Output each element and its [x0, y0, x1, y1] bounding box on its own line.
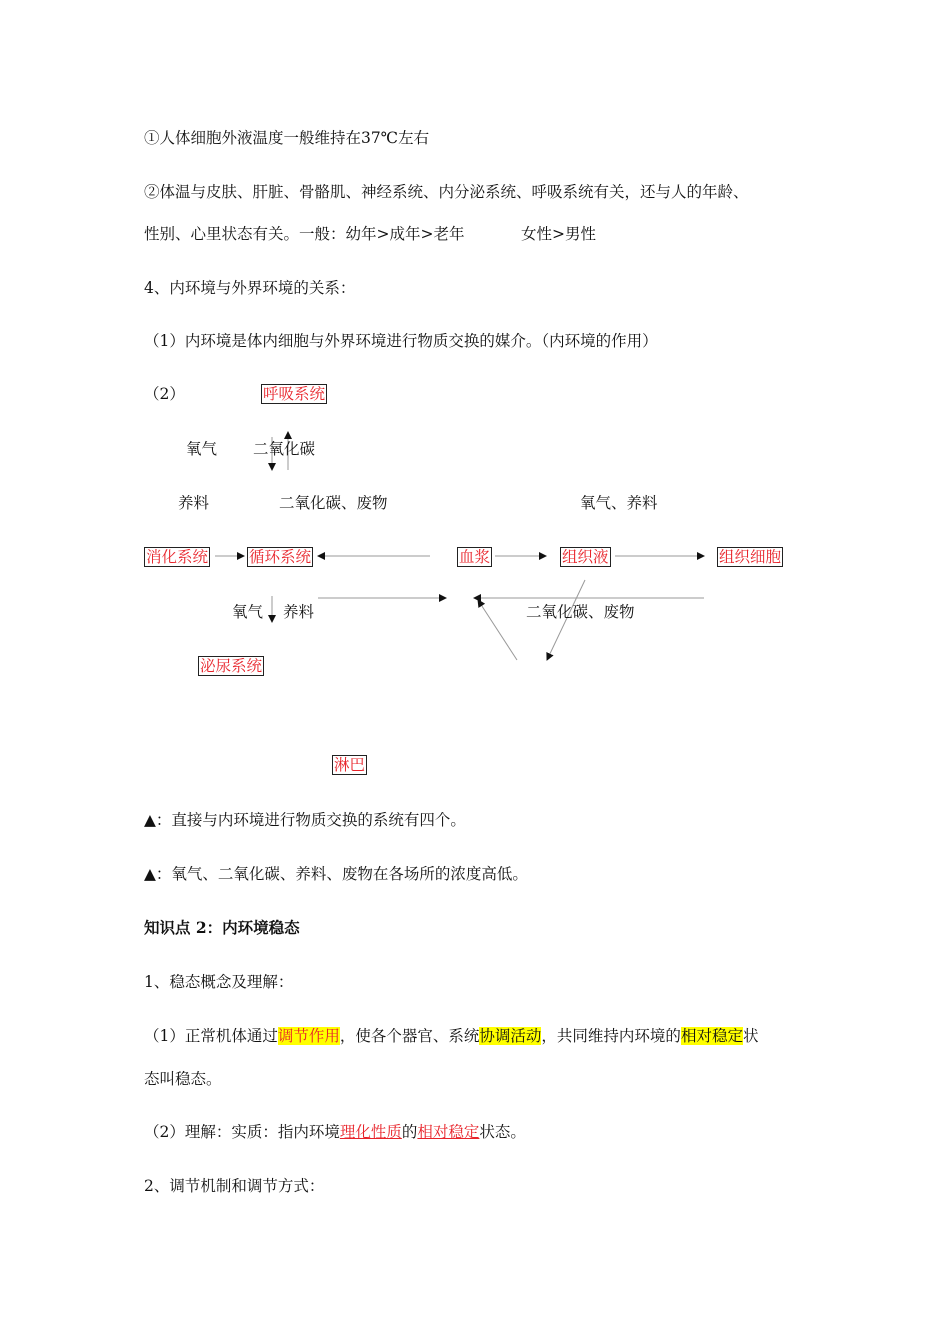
- text-span: （2）理解：实质：指内环境: [144, 1123, 340, 1141]
- text-line: ②体温与皮肤、肝脏、骨骼肌、神经系统、内分泌系统、呼吸系统有关，还与人的年龄、: [144, 183, 749, 201]
- label-co2: 二氧化碳: [253, 440, 316, 458]
- text-line: （1）内环境是体内细胞与外界环境进行物质交换的媒介。（内环境的作用）: [144, 332, 658, 350]
- label-oxygen-2: 氧气: [232, 603, 264, 621]
- arrow-lymph-plasma: [478, 600, 517, 660]
- highlight-term: 调节作用: [277, 1027, 340, 1045]
- label-nutrient: 养料: [178, 494, 210, 512]
- text-line: 女性>男性: [521, 225, 596, 243]
- paragraph-line: [144, 1122, 526, 1142]
- key-term: 相对稳定: [417, 1123, 480, 1141]
- text-span: 的: [401, 1123, 418, 1141]
- node-digestive: 消化系统: [146, 548, 209, 566]
- subsection-title: 1、稳态概念及理解：: [144, 973, 294, 991]
- key-term: 理化性质: [339, 1123, 402, 1141]
- node-urinary: 泌尿系统: [200, 657, 263, 675]
- paragraph-line: 态叫稳态。: [144, 1070, 222, 1088]
- node-lymph: 淋巴: [334, 756, 366, 774]
- text-span: ，共同维持内环境的: [541, 1027, 681, 1045]
- label-co2-waste-2: 二氧化碳、废物: [526, 603, 635, 621]
- label-oxygen: 氧气: [186, 440, 218, 458]
- note-line: ▲：氧气、二氧化碳、养料、废物在各场所的浓度高低。: [144, 865, 528, 883]
- text-span: ，使各个器官、系统: [339, 1027, 480, 1045]
- text-line: 4、内环境与外界环境的关系：: [144, 279, 356, 297]
- label-co2-waste: 二氧化碳、废物: [279, 494, 388, 512]
- text-line: ①人体细胞外液温度一般维持在37℃左右: [144, 129, 430, 147]
- subsection-title: 2、调节机制和调节方式：: [144, 1177, 325, 1195]
- label-nutrient-2: 养料: [283, 603, 315, 621]
- label-oxygen-nutrient: 氧气、养料: [580, 494, 658, 512]
- node-tissue-fluid: 组织液: [562, 548, 609, 566]
- text-line: （2）: [144, 385, 185, 403]
- note-line: ▲：直接与内环境进行物质交换的系统有四个。: [144, 811, 466, 829]
- text-span: 状态。: [479, 1123, 526, 1141]
- paragraph-line: [144, 1026, 758, 1046]
- node-respiratory: 呼吸系统: [263, 385, 326, 403]
- highlight-term: 协调活动: [479, 1027, 542, 1045]
- section-heading: 知识点 2：内环境稳态: [144, 918, 300, 937]
- text-span: （1）正常机体通过: [144, 1027, 278, 1045]
- node-plasma: 血浆: [459, 548, 491, 566]
- text-span: 状: [742, 1027, 759, 1045]
- node-circulatory: 循环系统: [249, 548, 312, 566]
- highlight-term: 相对稳定: [680, 1027, 743, 1045]
- node-tissue-cells: 组织细胞: [719, 548, 782, 566]
- text-line: 性别、心里状态有关。一般：幼年>成年>老年: [144, 225, 465, 243]
